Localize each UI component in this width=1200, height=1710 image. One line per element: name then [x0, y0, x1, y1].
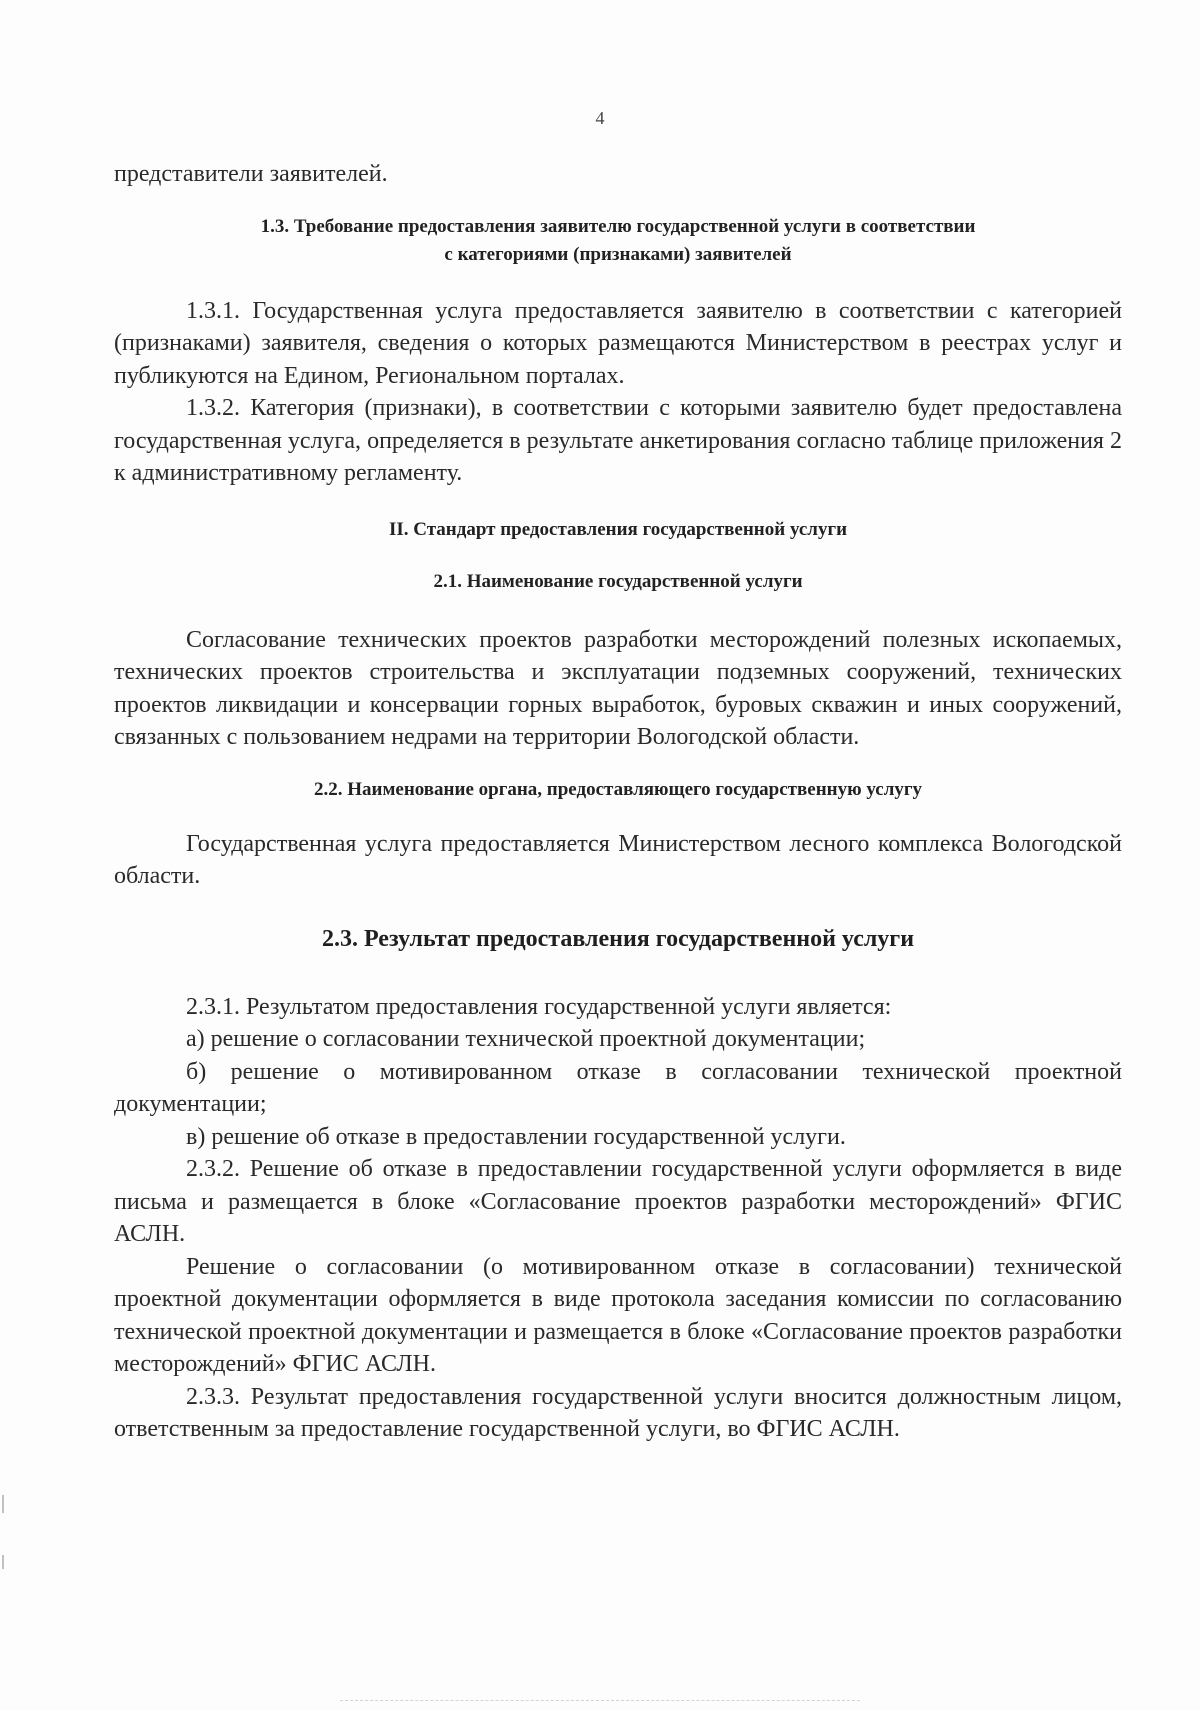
paragraph-2-3-2: 2.3.2. Решение об отказе в предоставлении государственной услуги оформляется в виде письма и размещается в блоке «Согласование проектов разработки месторождений» ФГИС АСЛН.	[114, 1156, 1122, 1247]
list-item-a: а) решение о согласовании технической проектной документации;	[186, 1026, 866, 1052]
list-item-v: в) решение об отказе в предоставлении государственной услуги.	[186, 1123, 846, 1150]
section-2-3	[114, 923, 1122, 1446]
section-1-3-title-line1: 1.3. Требование предоставления заявителю государственной услуги в соответствии	[260, 215, 976, 237]
document-body	[114, 158, 1122, 1446]
paragraph-2-3-1: 2.3.1. Результатом предоставления государственной услуги является:	[186, 993, 892, 1020]
section-2-2	[114, 776, 1122, 893]
paragraph-2-3-3: 2.3.3. Результат предоставления государственной услуги вносится должностным лицом, ответственным за предоставление государственной услуги, во ФГИС АСЛН.	[114, 1383, 1122, 1442]
scan-edge-mark	[2, 1495, 4, 1513]
paragraph-1-3-2: 1.3.2. Категория (признаки), в соответствии с которыми заявителю будет предоставлена государственная услуга, определяется в результате анкетирования согласно таблице приложения 2 к административному регламенту.	[114, 395, 1122, 486]
scan-edge-mark	[2, 1555, 4, 1569]
intro-line: представители заявителей.	[114, 161, 388, 187]
section-1-3	[114, 213, 1122, 490]
page-number: 4	[595, 108, 605, 128]
paragraph-2-1: Согласование технических проектов разработки месторождений полезных ископаемых, технических проектов строительства и эксплуатации подземных сооружений, технических проектов ликвидации и консервации горных выработок, буровых скважин и иных сооружений, связанных с пользованием недрами на территории Вологодской области.	[114, 626, 1122, 750]
section-2-1	[114, 568, 1122, 754]
list-item-b: б) решение о мотивированном отказе в согласовании технической проектной документации;	[114, 1058, 1122, 1117]
section-1-3-title-line2: с категориями (признаками) заявителей	[444, 243, 792, 265]
scan-bottom-mark	[340, 1700, 860, 1707]
section-2-title: II. Стандарт предоставления государственной услуги	[388, 518, 848, 540]
paragraph-1-3-1: 1.3.1. Государственная услуга предоставляется заявителю в соответствии с категорией (признаками) заявителя, сведения о которых размещаются Министерством в реестрах услуг и публикуются на Едином, Региональном порталах.	[114, 297, 1122, 389]
section-2-3-title: 2.3. Результат предоставления государственной услуги	[321, 925, 915, 952]
paragraph-2-3-2-decision: Решение о согласовании (о мотивированном отказе в согласовании) технической проектной документации оформляется в виде протокола заседания комиссии по согласованию технической проектной документации и размещается в блоке «Согласование проектов разработки месторождений» ФГИС АСЛН.	[114, 1253, 1122, 1377]
paragraph-2-2: Государственная услуга предоставляется Министерством лесного комплекса Вологодской области.	[114, 830, 1122, 889]
section-2-1-title: 2.1. Наименование государственной услуги	[433, 570, 803, 592]
section-2-2-title: 2.2. Наименование органа, предоставляющего государственную услугу	[313, 778, 923, 800]
